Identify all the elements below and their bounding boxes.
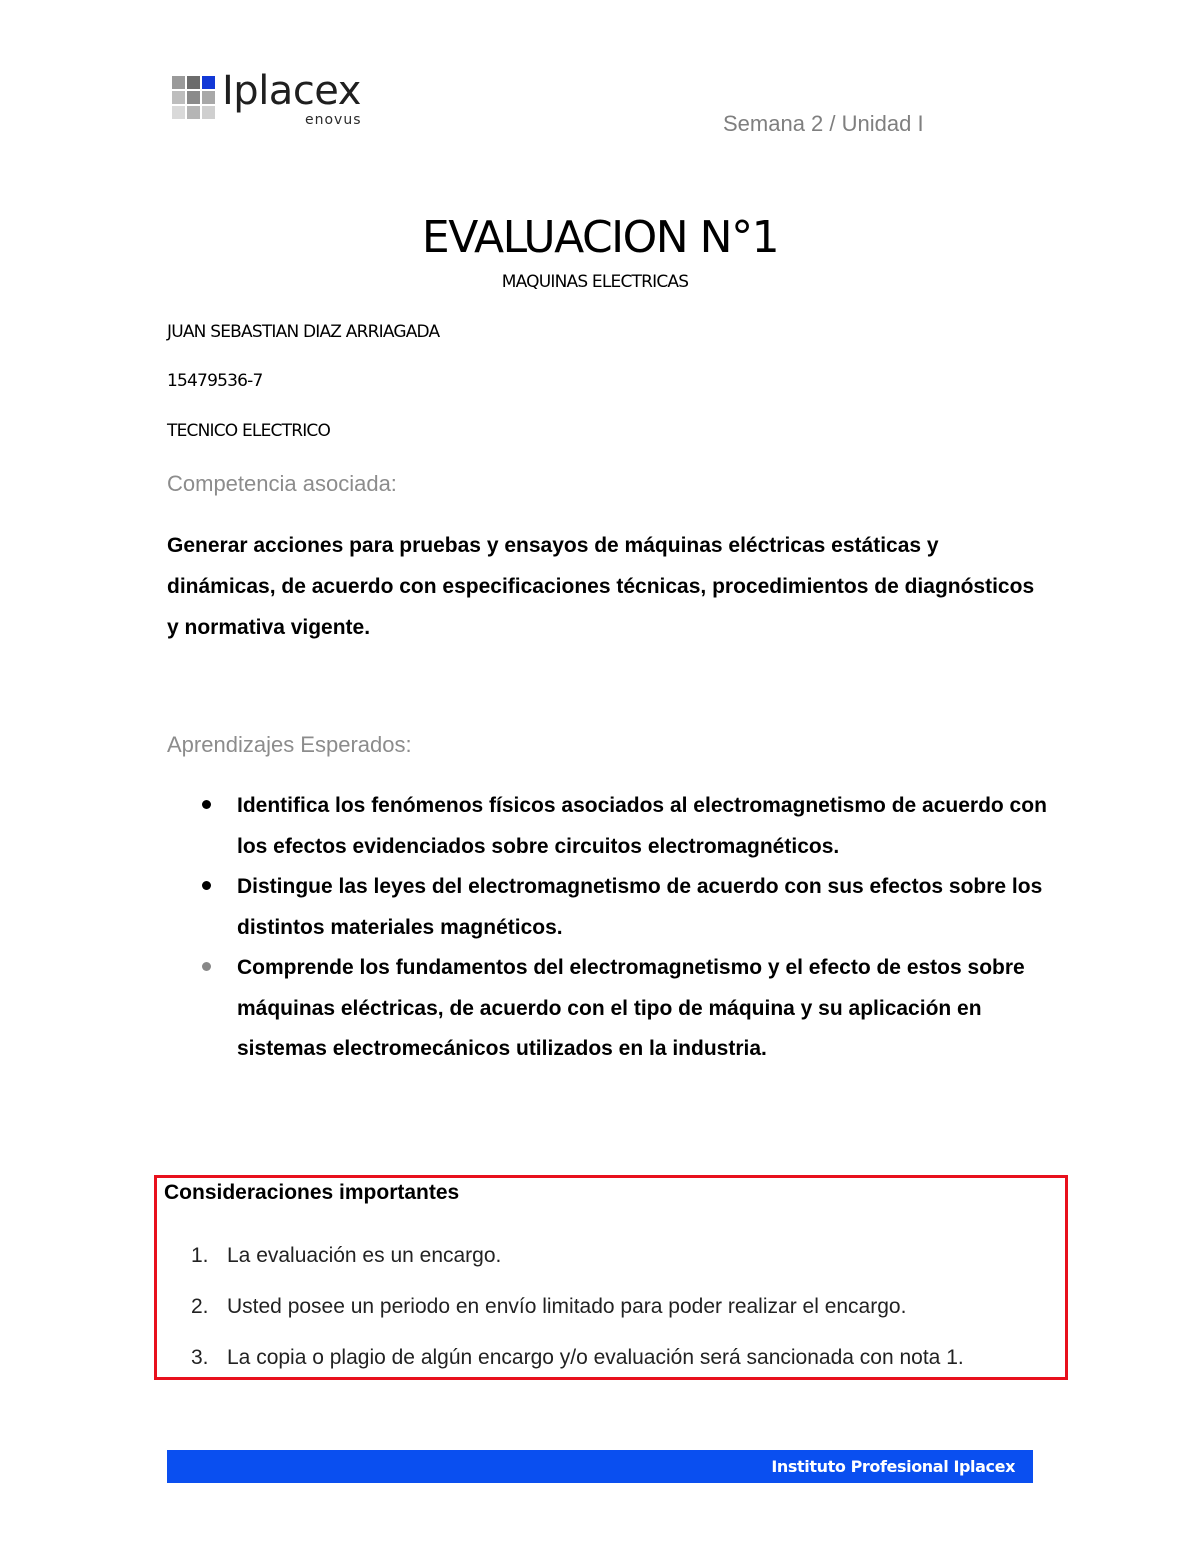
list-item-text: Identifica los fenómenos físicos asociados al electromagnetismo de acuerdo con los efectos evidenciados sobre circuitos electromagnéticos. <box>237 794 1047 858</box>
aprendizajes-label: Aprendizajes Esperados: <box>167 732 412 757</box>
bullet-icon <box>202 881 211 890</box>
student-name: JUAN SEBASTIAN DIAZ ARRIAGADA <box>167 322 440 342</box>
list-item-text: Usted posee un periodo en envío limitado para poder realizar el encargo. <box>227 1295 907 1318</box>
competencia-label: Competencia asociada: <box>167 471 397 496</box>
list-item-number: 2. <box>191 1295 209 1318</box>
student-program: TECNICO ELECTRICO <box>167 421 331 441</box>
list-item-text: Comprende los fundamentos del electromagnetismo y el efecto de estos sobre máquinas eléctricas, de acuerdo con el tipo de máquina y su aplicación en sistemas electromecánicos utilizados en la industria. <box>237 956 1025 1060</box>
iplacex-logo <box>172 68 372 134</box>
footer-bar <box>167 1450 1033 1483</box>
logo-wordmark: Iplacex <box>222 68 361 114</box>
list-item <box>167 867 1067 948</box>
list-item-number: 3. <box>191 1346 209 1369</box>
consideraciones-list <box>191 1230 964 1383</box>
footer-text: Instituto Profesional Iplacex <box>771 1457 1015 1476</box>
competencia-text: Generar acciones para pruebas y ensayos de máquinas eléctricas estáticas y dinámicas, de acuerdo con especificaciones técnicas, procedimientos de diagnósticos y normativa vigente. <box>167 534 1035 639</box>
student-id: 15479536-7 <box>167 371 263 391</box>
consideraciones-title: Consideraciones importantes <box>164 1181 460 1204</box>
list-item-text: La copia o plagio de algún encargo y/o evaluación será sancionada con nota 1. <box>227 1346 964 1369</box>
list-item <box>191 1230 964 1281</box>
logo-grid-icon <box>172 76 216 120</box>
list-item-text: La evaluación es un encargo. <box>227 1244 502 1267</box>
week-label: Semana 2 / Unidad I <box>723 111 924 136</box>
page-title: EVALUACION N°1 <box>421 212 779 263</box>
bullet-icon <box>202 962 211 971</box>
bullet-icon <box>202 800 211 809</box>
list-item <box>191 1332 964 1383</box>
list-item <box>191 1281 964 1332</box>
aprendizajes-list <box>167 786 1067 1070</box>
list-item <box>167 948 1067 1070</box>
page-subtitle: MAQUINAS ELECTRICAS <box>501 272 689 292</box>
list-item <box>167 786 1067 867</box>
consideraciones-box <box>154 1175 1068 1380</box>
list-item-number: 1. <box>191 1244 209 1267</box>
logo-subtext: enovus <box>305 112 362 128</box>
list-item-text: Distingue las leyes del electromagnetismo de acuerdo con sus efectos sobre los distintos materiales magnéticos. <box>237 875 1043 939</box>
